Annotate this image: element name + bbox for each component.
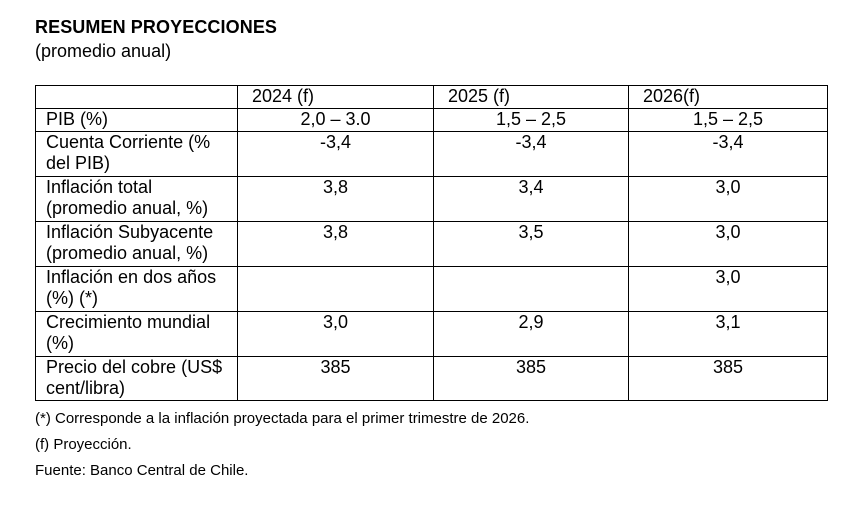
header-cell-2026: 2026(f) <box>629 86 828 109</box>
table-header-row <box>36 86 828 109</box>
table-row <box>36 177 828 222</box>
row-label: Inflación en dos años (%) (*) <box>36 267 238 312</box>
header-cell-corner <box>36 86 238 109</box>
cell-value: 3,0 <box>629 222 828 267</box>
cell-value: 385 <box>434 357 629 401</box>
cell-value <box>238 267 434 312</box>
cell-value: -3,4 <box>629 132 828 177</box>
header-cell-2025: 2025 (f) <box>434 86 629 109</box>
cell-value: -3,4 <box>238 132 434 177</box>
page-title: RESUMEN PROYECCIONES <box>35 17 278 37</box>
row-label: Crecimiento mundial (%) <box>36 312 238 357</box>
cell-value: 385 <box>238 357 434 401</box>
table-row <box>36 132 828 177</box>
page-subtitle: (promedio anual) <box>35 41 172 61</box>
cell-value: -3,4 <box>434 132 629 177</box>
cell-value: 1,5 – 2,5 <box>629 109 828 132</box>
cell-value: 3,4 <box>434 177 629 222</box>
table-row <box>36 357 828 401</box>
cell-value: 3,0 <box>629 267 828 312</box>
row-label: PIB (%) <box>36 109 238 132</box>
footnote-projection: (f) Proyección. <box>35 436 132 453</box>
cell-value: 3,8 <box>238 222 434 267</box>
cell-value: 3,8 <box>238 177 434 222</box>
cell-value: 3,1 <box>629 312 828 357</box>
row-label: Inflación Subyacente (promedio anual, %) <box>36 222 238 267</box>
table-row <box>36 109 828 132</box>
header-cell-2024: 2024 (f) <box>238 86 434 109</box>
cell-value: 385 <box>629 357 828 401</box>
cell-value: 2,9 <box>434 312 629 357</box>
footnote-asterisk: (*) Corresponde a la inflación proyectada para el primer trimestre de 2026. <box>35 410 530 427</box>
cell-value: 3,5 <box>434 222 629 267</box>
cell-value: 3,0 <box>238 312 434 357</box>
cell-value: 1,5 – 2,5 <box>434 109 629 132</box>
row-label: Cuenta Corriente (% del PIB) <box>36 132 238 177</box>
cell-value: 3,0 <box>629 177 828 222</box>
table-row <box>36 222 828 267</box>
table-row <box>36 312 828 357</box>
row-label: Precio del cobre (US$ cent/libra) <box>36 357 238 401</box>
cell-value <box>434 267 629 312</box>
cell-value: 2,0 – 3.0 <box>238 109 434 132</box>
row-label: Inflación total (promedio anual, %) <box>36 177 238 222</box>
projections-table <box>35 85 828 401</box>
source-note: Fuente: Banco Central de Chile. <box>35 462 249 479</box>
table-row <box>36 267 828 312</box>
